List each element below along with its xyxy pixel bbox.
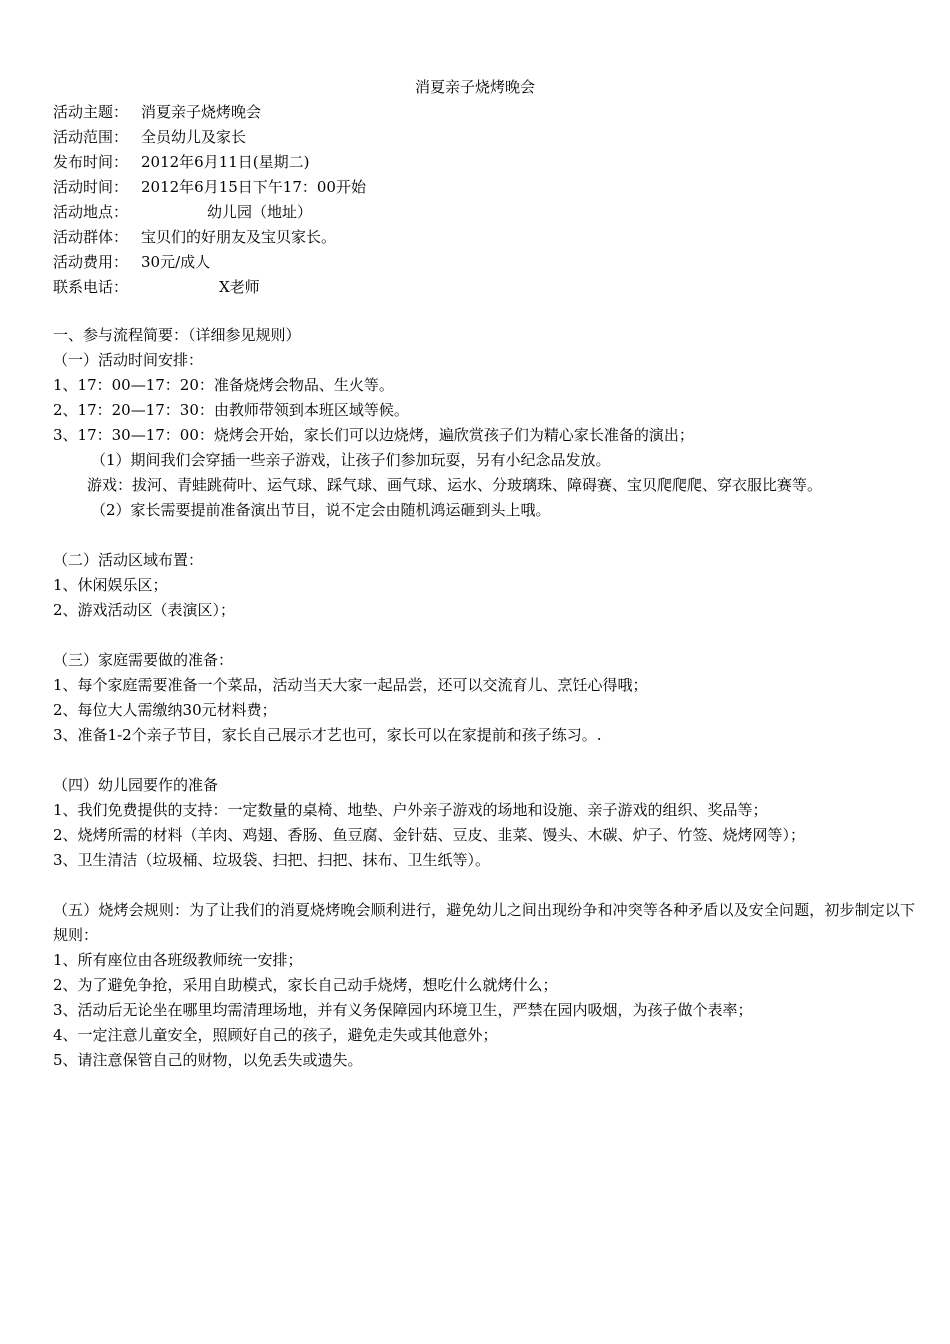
list-item: 1、每个家庭需要准备一个菜品，活动当天大家一起品尝，还可以交流育儿、烹饪心得哦； <box>53 676 648 694</box>
list-item: 2、烧烤所需的材料（羊肉、鸡翅、香肠、鱼豆腐、金针菇、豆皮、韭菜、馒头、木碳、炉子、竹签、烧烤网等）； <box>53 826 806 844</box>
info-row-phone <box>53 275 913 300</box>
place-value: 幼儿园（地址） <box>207 203 313 221</box>
list-item: 3、17：30—17：00：烧烤会开始，家长们可以边烧烤，遍欣赏孩子们为精心家长准备的演出； <box>53 426 694 444</box>
theme-label: 活动主题： <box>53 103 129 121</box>
info-row-scope <box>53 125 913 150</box>
list-item: 1、我们免费提供的支持：一定数量的桌椅、地垫、户外亲子游戏的场地和设施、亲子游戏的组织、奖品等； <box>53 801 768 819</box>
time-label: 活动时间： <box>53 178 129 196</box>
document-title: 消夏亲子烧烤晚会 <box>414 78 535 96</box>
list-item: 2、17：20—17：30：由教师带领到本班区域等候。 <box>53 401 409 419</box>
section1-note1: （1）期间我们会穿插一些亲子游戏，让孩子们参加玩耍，另有小纪念品发放。 <box>91 451 611 469</box>
info-row-time <box>53 175 913 200</box>
section1-subheading: （一）活动时间安排： <box>53 351 204 369</box>
publish-label: 发布时间： <box>53 153 129 171</box>
list-item: 2、为了避免争抢，采用自助模式，家长自己动手烧烤，想吃什么就烤什么； <box>53 976 558 994</box>
section1-games: 游戏：拔河、青蛙跳荷叶、运气球、踩气球、画气球、运水、分玻璃珠、障碍赛、宝贝爬爬爬、穿衣服比赛等。 <box>87 476 823 494</box>
list-item: 1、休闲娱乐区； <box>53 576 168 594</box>
theme-value: 消夏亲子烧烤晚会 <box>141 103 262 121</box>
group-value: 宝贝们的好朋友及宝贝家长。 <box>141 228 337 246</box>
event-info-block <box>53 100 913 300</box>
section1-heading: 一、参与流程简要：（详细参见规则） <box>53 326 301 344</box>
spacer <box>53 523 915 548</box>
spacer <box>53 623 915 648</box>
group-label: 活动群体： <box>53 228 129 246</box>
info-row-group <box>53 225 913 250</box>
list-item: 5、请注意保管自己的财物，以免丢失或遗失。 <box>53 1051 363 1069</box>
section3-heading: （三）家庭需要做的准备： <box>53 651 234 669</box>
time-value: 2012年6月15日下午17：00开始 <box>141 178 366 196</box>
publish-value: 2012年6月11日(星期二) <box>141 153 310 171</box>
place-label: 活动地点： <box>53 203 129 221</box>
info-row-publish <box>53 150 913 175</box>
fee-label: 活动费用： <box>53 253 129 271</box>
info-row-place <box>53 200 913 225</box>
list-item: 4、一定注意儿童安全，照顾好自己的孩子，避免走失或其他意外； <box>53 1026 498 1044</box>
scope-label: 活动范围： <box>53 128 129 146</box>
section4-heading: （四）幼儿园要作的准备 <box>53 776 219 794</box>
spacer <box>53 873 915 898</box>
phone-value: X老师 <box>219 278 260 296</box>
phone-label: 联系电话： <box>53 278 129 296</box>
scope-value: 全员幼儿及家长 <box>141 128 247 146</box>
list-item: 3、卫生清洁（垃圾桶、垃圾袋、扫把、扫把、抹布、卫生纸等）。 <box>53 851 491 869</box>
list-item: 1、17：00—17：20：准备烧烤会物品、生火等。 <box>53 376 394 394</box>
list-item: 3、活动后无论坐在哪里均需清理场地，并有义务保障园内环境卫生，严禁在园内吸烟，为孩子做个表率； <box>53 1001 753 1019</box>
info-row-fee <box>53 250 913 275</box>
list-item: 2、游戏活动区（表演区）； <box>53 601 236 619</box>
section1-note2: （2）家长需要提前准备演出节目，说不定会由随机鸿运砸到头上哦。 <box>91 501 551 519</box>
document-body <box>53 323 915 1073</box>
section2-heading: （二）活动区域布置： <box>53 551 204 569</box>
list-item: 3、准备1-2个亲子节目，家长自己展示才艺也可，家长可以在家提前和孩子练习。. <box>53 726 602 744</box>
section5-heading: （五）烧烤会规则：为了让我们的消夏烧烤晚会顺利进行，避免幼儿之间出现纷争和冲突等各种矛盾以及安全问题，初步制定以下规则： <box>53 901 915 944</box>
fee-value: 30元/成人 <box>141 253 211 271</box>
list-item: 2、每位大人需缴纳30元材料费； <box>53 701 277 719</box>
list-item: 1、所有座位由各班级教师统一安排； <box>53 951 303 969</box>
spacer <box>53 748 915 773</box>
info-row-theme <box>53 100 913 125</box>
